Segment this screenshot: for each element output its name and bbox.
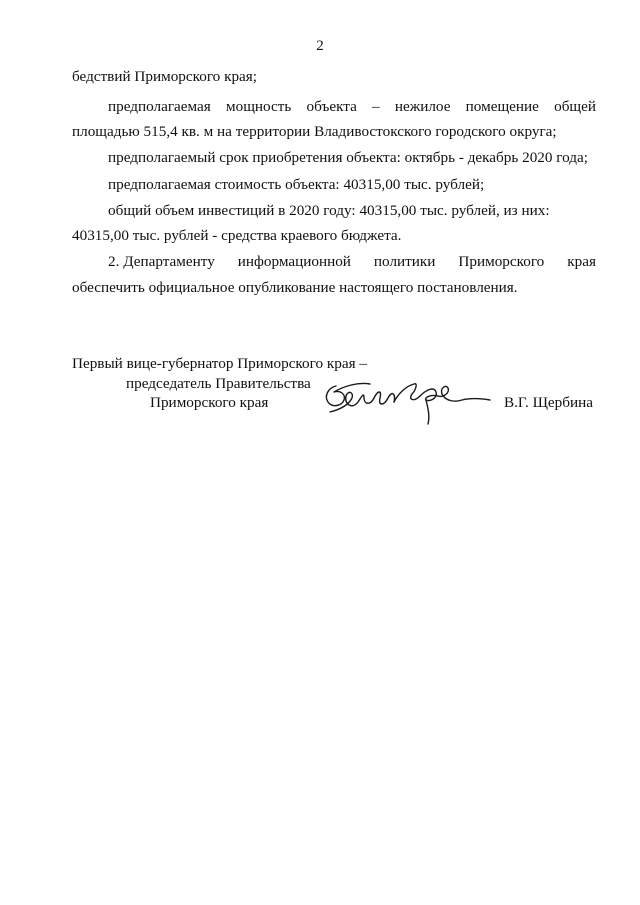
word: объекта xyxy=(306,98,357,115)
signatory-title-line-2: председатель Правительства xyxy=(126,375,311,392)
word: нежилое xyxy=(394,98,451,115)
word: общей xyxy=(554,98,596,115)
word: политики xyxy=(373,253,436,270)
word: – xyxy=(372,98,380,115)
word: помещение xyxy=(465,98,539,115)
word: информационной xyxy=(237,253,351,270)
total-investment-line: общий объем инвестиций в 2020 году: 40315,00 тыс. рублей, из них: xyxy=(108,202,550,219)
acquisition-period-line: предполагаемый срок приобретения объекта: октябрь - декабрь 2020 года; xyxy=(108,149,588,166)
word: 2. Департаменту xyxy=(108,253,215,270)
handwritten-signature xyxy=(318,372,496,434)
signatory-title-line-3: Приморского края xyxy=(150,394,269,411)
page-number: 2 xyxy=(316,38,324,54)
word: мощность xyxy=(226,98,292,115)
estimated-cost-line: предполагаемая стоимость объекта: 40315,00 тыс. рублей; xyxy=(108,176,485,193)
signatory-title-line-1: Первый вице-губернатор Приморского края – xyxy=(72,355,367,372)
word: предполагаемая xyxy=(108,98,211,115)
regional-budget-line: 40315,00 тыс. рублей - средства краевого бюджета. xyxy=(72,227,402,244)
word: края xyxy=(567,253,596,270)
word: Приморского xyxy=(458,253,545,270)
continuation-line: бедствий Приморского края; xyxy=(72,68,257,85)
capacity-line-2: площадью 515,4 кв. м на территории Владивостокского городского округа; xyxy=(72,123,557,140)
signatory-name: В.Г. Щербина xyxy=(504,394,593,411)
capacity-line-1 xyxy=(108,98,596,116)
item2-line-1 xyxy=(108,253,596,271)
item2-line-2: обеспечить официальное опубликование настоящего постановления. xyxy=(72,279,518,296)
